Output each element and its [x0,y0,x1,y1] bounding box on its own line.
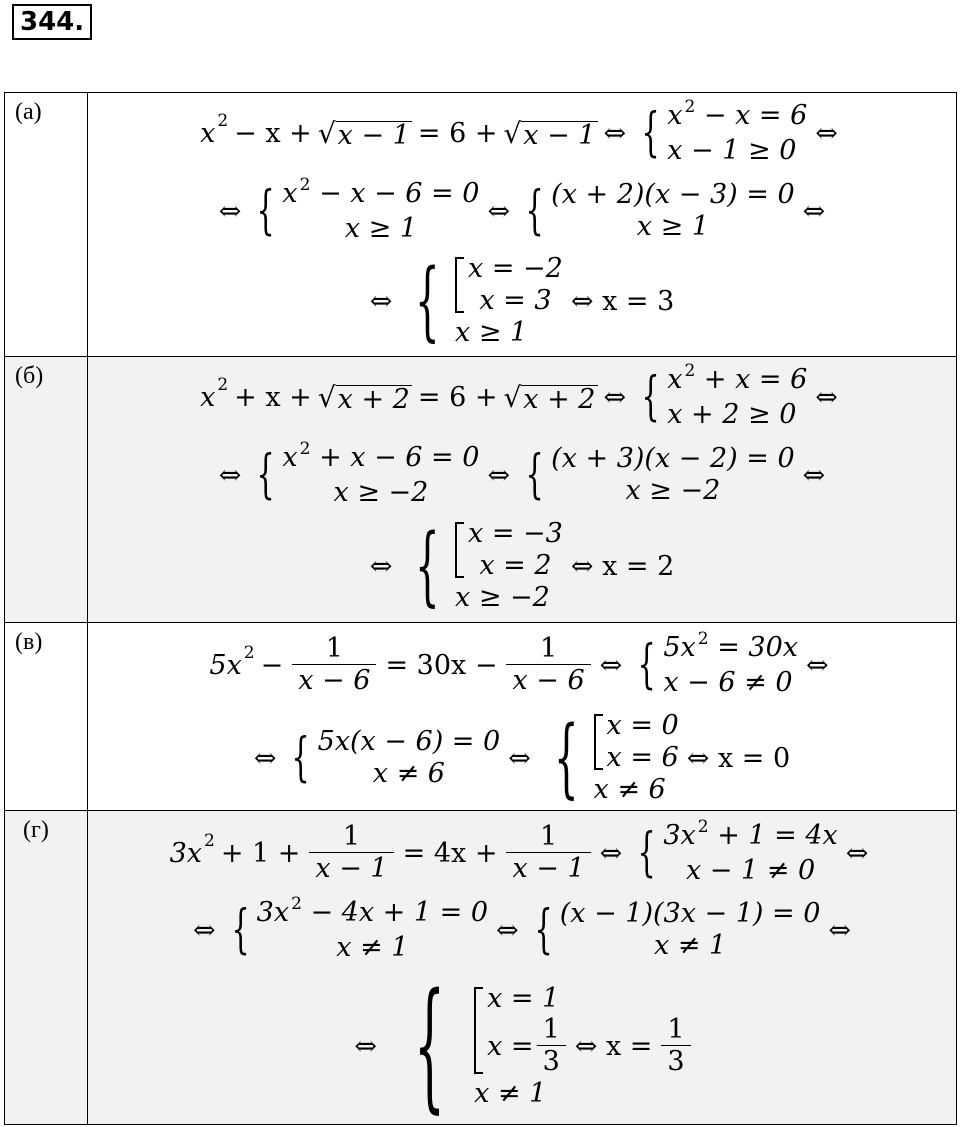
sqrt: √ x + 2 [317,380,410,415]
part-d-row [5,811,957,1125]
part-label: (б) [5,357,88,623]
math-line: 3x 2 + 1 + $\frac{1}{x - 1}$ = 4x + $\frac{1}{x - 1}$ ⇔ { 3x $^2$ + 1 = 4x x − 1 ≠ 0 ⇔ [169,816,869,886]
math-line: ⇔ { 3x $^2$ − 4x + 1 = 0 x ≠ 1 ⇔ { (x − 1)(3x − 1) = 0 x ≠ 1 ⇔ [192,893,852,963]
system: { (x + 3)(x − 2) = 0 x ≥ −2 [525,443,795,506]
system: { 5x $^2$ = 30x x − 6 ≠ 0 [637,628,798,698]
part-b-math [88,357,957,623]
part-c-math [88,623,957,811]
math-line: 5x 2 − $\frac{1}{x - 6}$ = 30x − $\frac{1}{x - 6}$ ⇔ { 5x $^2$ = 30x x − 6 ≠ 0 ⇔ [209,628,829,698]
fraction: $\frac{1}{x - 1}$ [309,822,393,885]
math-line: ⇔ { x = −2 x = 3 x ≥ 1 ⇔ x = 3 [369,251,675,351]
fraction: $\frac{1}{3}$ [661,1015,690,1078]
fraction: $\frac{1}{3}$ [537,1015,566,1078]
fraction: $\frac{1}{x - 1}$ [506,822,590,885]
system: { x = 1 x = $\frac{1}{3}$ ⇔ x = $\frac{1}{3}$ x ≠ 1 [385,976,694,1116]
system: { 3x $^2$ + 1 = 4x x − 1 ≠ 0 [637,816,838,886]
part-label: (а) [5,93,88,357]
system: { x = −3 x = 2 x ≥ −2 [415,516,563,616]
part-c-row [5,623,957,811]
sqrt: √ x + 2 [503,380,596,415]
part-label: (г) [5,811,88,1125]
system: { x = −2 x = 3 x ≥ 1 [415,251,563,351]
system: { (x + 2)(x − 3) = 0 x ≥ 1 [525,179,795,242]
system: { x $^2$ + x = 6 x + 2 ≥ 0 [641,360,808,430]
part-a-math [88,93,957,357]
system: { x $^2$ − x = 6 x − 1 ≥ 0 [641,96,808,166]
part-a-row [5,93,957,357]
math-line: x 2 − x + √ x − 1 = 6 + √ x − 1 ⇔ { x $^2$ − x = 6 x − 1 ≥ 0 ⇔ [200,96,838,166]
math-line: ⇔ { x $^2$ + x − 6 = 0 x ≥ −2 ⇔ { (x + 3)(x − 2) = 0 x ≥ −2 ⇔ [218,438,826,508]
problem-number: 344. [12,4,92,40]
system: { 3x $^2$ − 4x + 1 = 0 x ≠ 1 [231,893,489,963]
math-line: ⇔ { 5x(x − 6) = 0 x ≠ 6 ⇔ { x = 0 x = 6 x ≠ 6 ⇔ x = 0 [253,708,791,808]
system: { x $^2$ + x − 6 = 0 x ≥ −2 [256,438,480,508]
part-b-row [5,357,957,623]
system: { 5x(x − 6) = 0 x ≠ 6 [291,726,501,789]
sqrt: √ x − 1 [503,116,596,151]
solution-table [4,92,957,1125]
part-label: (в) [5,623,88,811]
math-line: x 2 + x + √ x + 2 = 6 + √ x + 2 ⇔ { x $^2$ + x = 6 x + 2 ≥ 0 ⇔ [200,360,838,430]
system: { (x − 1)(3x − 1) = 0 x ≠ 1 [534,898,821,961]
fraction: $\frac{1}{x - 6}$ [292,634,376,697]
system: { x = 0 x = 6 x ≠ 6 [553,708,679,808]
math-line: ⇔ { x $^2$ − x − 6 = 0 x ≥ 1 ⇔ { (x + 2)(x − 3) = 0 x ≥ 1 ⇔ [218,174,826,244]
math-line: ⇔ { x = −3 x = 2 x ≥ −2 ⇔ x = 2 [369,516,675,616]
system: { x $^2$ − x − 6 = 0 x ≥ 1 [256,174,480,244]
part-d-math [88,811,957,1125]
math-line: ⇔ { x = 1 x = $\frac{1}{3}$ ⇔ x = $\frac{1}{3}$ x ≠ 1 [88,971,956,1121]
fraction: $\frac{1}{x - 6}$ [506,634,590,697]
sqrt: √ x − 1 [317,116,410,151]
